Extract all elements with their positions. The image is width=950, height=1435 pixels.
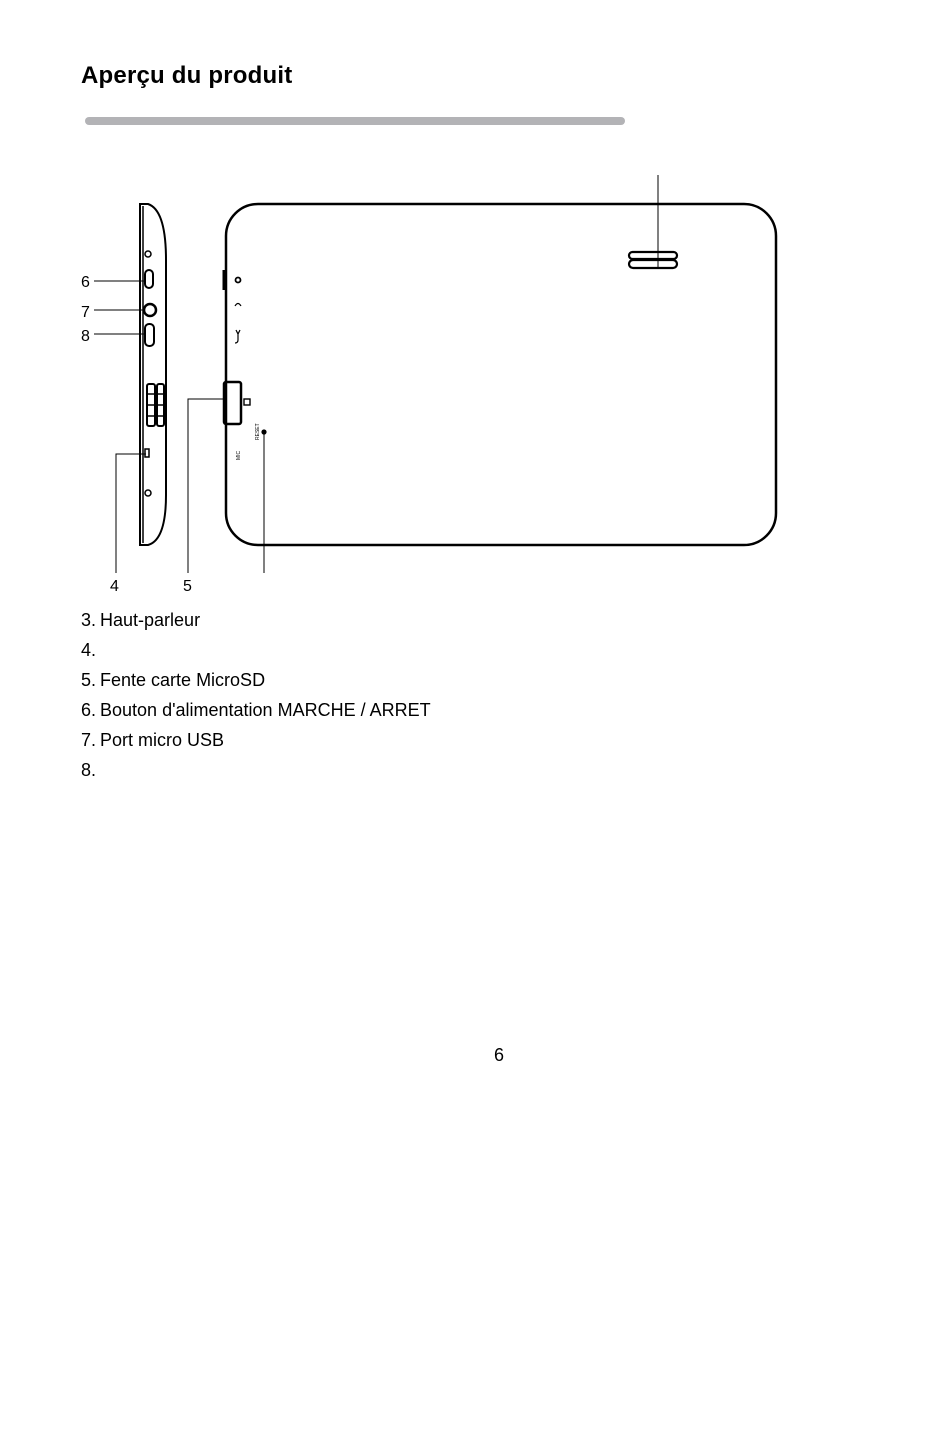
legend-item [81, 758, 431, 788]
callout-4: 4 [110, 578, 119, 595]
legend-text: Haut-parleur [100, 610, 201, 630]
callout-lines [94, 175, 658, 573]
legend-number: 3. [81, 610, 97, 630]
callout-7: 7 [81, 304, 90, 321]
component-legend [81, 608, 431, 788]
mic-label: MIC [236, 450, 242, 460]
callout-6: 6 [81, 274, 90, 291]
legend-text: Port micro USB [100, 730, 225, 750]
legend-item [81, 668, 431, 698]
callout-5: 5 [183, 578, 192, 595]
legend-number: 6. [81, 700, 97, 720]
legend-item [81, 638, 431, 668]
tablet-side-view [140, 204, 166, 545]
legend-item [81, 728, 431, 758]
legend-item [81, 608, 431, 638]
page-title: Aperçu du produit [81, 62, 293, 89]
legend-number: 4. [81, 640, 97, 660]
legend-item [81, 698, 431, 728]
legend-text: Bouton d'alimentation MARCHE / ARRET [100, 700, 431, 720]
legend-number: 5. [81, 670, 97, 690]
legend-text: Fente carte MicroSD [100, 670, 266, 690]
legend-number: 7. [81, 730, 97, 750]
tablet-back-view [224, 204, 776, 545]
callout-8: 8 [81, 328, 90, 345]
reset-label: RESET [255, 423, 261, 440]
tablet-diagram [0, 0, 950, 600]
legend-number: 8. [81, 760, 97, 780]
speaker-grille [629, 252, 677, 268]
page-number: 6 [494, 1045, 505, 1065]
